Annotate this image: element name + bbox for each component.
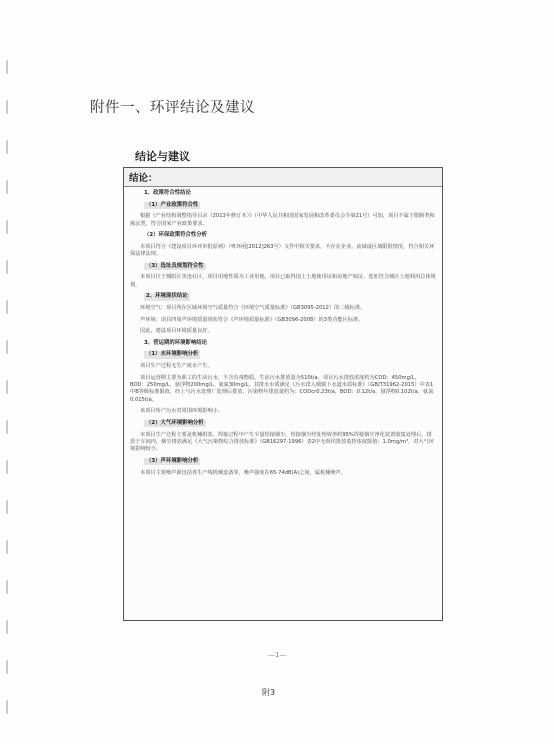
subheading (144, 293, 436, 300)
paragraph: 该项目所产污水对周围环境影响小。 (140, 408, 224, 415)
embedded-document (123, 148, 443, 618)
paragraph: 因此，建设项目环境质量良好。 (140, 328, 213, 335)
paragraph: 本项目生产过程主要是机械组装、焊接过程中产生少量焊接烟尘。焊接烟尘经处理效率约95%焊接烟尘净化装置收集处理后，排放于车间内，烟尘排放满足《大气污染物综合排放标准》（GB16297-1996）表2中无组织排放监控浓度限值：1.0mg/m³，对大气环境影响较小。 (130, 431, 434, 453)
subheading (144, 351, 436, 358)
page-dash-number: —1— (268, 651, 287, 659)
highlighted-heading: （3）选址及规划符合性 (146, 262, 204, 269)
box-heading: 结论： (124, 168, 442, 187)
paragraph: 根据《产业结构调整指导目录（2013年修订本）》（中华人民共和国国家发展和改革委员会令第21号）可知，项目不属于限制类和淘汰类，符合国家产业政策要求。 (130, 213, 435, 227)
subheading: （2）环保政策符合性分析 (144, 232, 208, 239)
subheading (144, 202, 436, 209)
subheading: 3、营运期的环境影响结论 (144, 339, 208, 346)
subheading (144, 420, 436, 427)
highlighted-heading: （3）声环境影响分析 (146, 457, 199, 464)
paragraph: 项目运营期主要为职工的生活污水，不含有毒物质。生活污水排放量为510t/a，项目污水排放浓度约为COD：450mg/L，BOD：250mg/L，悬浮物200mg/L，氨氮30mg/L，其排水水质满足《污水排入城镇下水道水质标准》（GB/T31962-2015）中表1中B等级标准限值，经上与污水处理厂处理后排放，污染物年排放量约为：CODcr0.23t/a，BOD：0.12t/a，悬浮物0.102t/a，氨氮0.015t/a。 (130, 374, 434, 403)
paragraph: 本项目符合《建设项目环评审批原则》（粤环函[2012]263号）文件中相关要求，不存在企业、流域或区域限批情况，符合相关环保法律法规。 (130, 243, 435, 258)
subheading (144, 458, 436, 465)
paragraph: 本项目位于城阳区李沧社区，项目用地性质为工业用地，项目已取得国土土地使用证和房地产权证，选址符合城区土地利用总体规划。 (130, 274, 436, 288)
highlighted-heading: 2、环境现状结论 (146, 293, 188, 300)
highlighted-heading: （1）产业政策符合性 (146, 201, 199, 208)
binding-holes (6, 60, 16, 740)
highlighted-heading: （2）大气环境影响分析 (146, 419, 204, 426)
paragraph: 声环境：项目四周声环境质量现状符合《声环境质量标准》（GB3096-2008）的3类功能区标准。 (140, 316, 364, 323)
subheading: 1、政策符合性结论 (144, 190, 191, 196)
conclusion-content (124, 187, 442, 477)
highlighted-heading: （1）水环境影响分析 (146, 351, 199, 358)
attachment-heading: 附件一、环评结论及建议 (90, 100, 255, 116)
paragraph: 环境空气：项目所在区域环境空气质量符合《环境空气质量标准》（GB3095-2012）的二级标准。 (140, 304, 366, 311)
page-number: 附3 (262, 688, 276, 697)
subheading (144, 263, 436, 270)
paragraph: 本项目主要噪声源包括各生产线机械设备等，噪声强度在65-74dB(A)之间，属机械噪声。 (140, 469, 346, 476)
section-title: 结论与建议 (135, 150, 190, 163)
paragraph: 项目生产过程无生产废水产生。 (140, 362, 213, 369)
conclusion-box (123, 167, 443, 621)
